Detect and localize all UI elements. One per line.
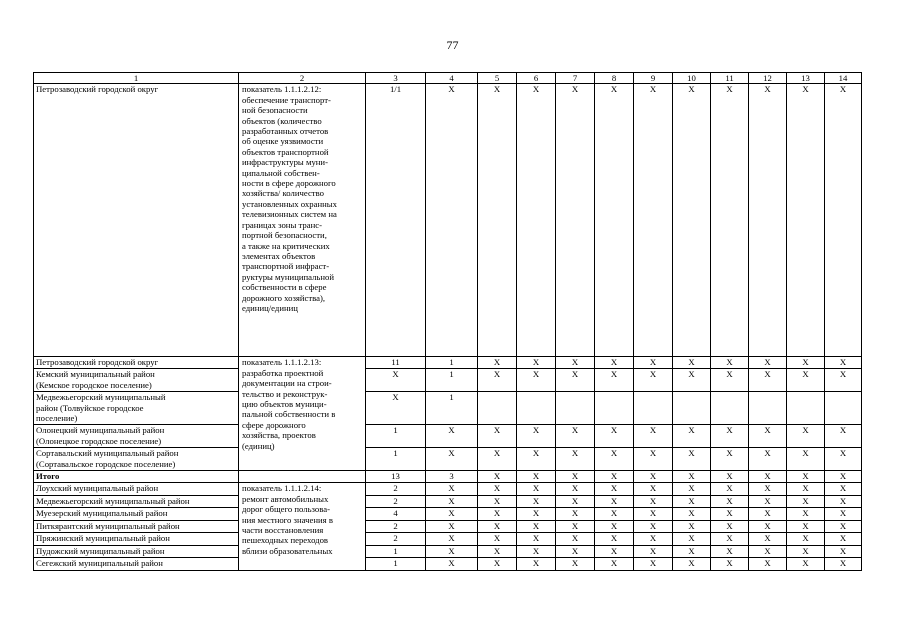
- table-row: [34, 558, 862, 571]
- value-cell: X: [634, 471, 673, 483]
- value-cell: X: [595, 520, 634, 533]
- name-line: Сортавальский муниципальный район: [36, 448, 179, 459]
- indicator-line: установленных охранных: [242, 198, 337, 209]
- value-cell: X: [517, 448, 556, 471]
- column-number: 13: [787, 73, 825, 84]
- value-cell: X: [749, 558, 787, 571]
- indicator-line: разработка проектной: [242, 367, 324, 378]
- municipality-name: [34, 392, 239, 425]
- name-line: Кемский муниципальный район: [36, 369, 155, 380]
- value-cell: 1: [426, 357, 478, 369]
- value-cell: X: [517, 84, 556, 357]
- value-cell: 1: [426, 369, 478, 392]
- value-cell: X: [825, 84, 862, 357]
- value-cell: X: [517, 520, 556, 533]
- municipality-name: Пудожский муниципальный район: [34, 545, 239, 558]
- value-cell: 1: [366, 425, 426, 448]
- value-cell: X: [517, 425, 556, 448]
- value-cell: X: [673, 545, 711, 558]
- indicator-line: дорог общего пользова-: [242, 504, 330, 515]
- value-cell: X: [634, 357, 673, 369]
- value-cell: X: [556, 471, 595, 483]
- value-cell: X: [478, 425, 517, 448]
- value-cell: 2: [366, 483, 426, 496]
- name-line: Олонецкий муниципальный район: [36, 425, 165, 436]
- table-row: [34, 495, 862, 508]
- municipality-name: Питкярантский муниципальный район: [34, 520, 239, 533]
- value-cell: X: [634, 558, 673, 571]
- indicator-line: разработанных отчетов: [242, 126, 329, 137]
- value-cell: [595, 392, 634, 425]
- indicator-line: единиц/единиц: [242, 302, 298, 313]
- value-cell: X: [825, 533, 862, 546]
- value-cell: X: [517, 533, 556, 546]
- column-number: 8: [595, 73, 634, 84]
- value-cell: X: [517, 369, 556, 392]
- name-line: поселение): [36, 413, 78, 424]
- value-cell: X: [556, 483, 595, 496]
- value-cell: X: [711, 471, 749, 483]
- value-cell: 13: [366, 471, 426, 483]
- name-line: район (Толвуйское городское: [36, 402, 144, 413]
- total-label: Итого: [34, 471, 239, 483]
- value-cell: X: [673, 533, 711, 546]
- value-cell: X: [749, 545, 787, 558]
- value-cell: X: [478, 448, 517, 471]
- name-line: (Кемское городское поселение): [36, 379, 152, 390]
- value-cell: X: [595, 357, 634, 369]
- value-cell: X: [711, 545, 749, 558]
- value-cell: X: [426, 425, 478, 448]
- value-cell: X: [634, 84, 673, 357]
- municipality-name: Лоухский муниципальный район: [34, 483, 239, 496]
- value-cell: X: [711, 448, 749, 471]
- value-cell: 2: [366, 520, 426, 533]
- value-cell: X: [749, 508, 787, 521]
- value-cell: X: [556, 508, 595, 521]
- value-cell: X: [749, 471, 787, 483]
- value-cell: X: [825, 471, 862, 483]
- value-cell: X: [556, 357, 595, 369]
- column-number: 1: [34, 73, 239, 84]
- table-row: [34, 392, 862, 425]
- indicator-line: ципальной собствен-: [242, 167, 320, 178]
- indicator-line: цию объектов муници-: [242, 399, 327, 410]
- table-row: [34, 357, 862, 369]
- value-cell: X: [595, 483, 634, 496]
- value-cell: X: [749, 483, 787, 496]
- value-cell: X: [595, 84, 634, 357]
- value-cell: X: [825, 545, 862, 558]
- indicator-line: дорожного хозяйства),: [242, 292, 326, 303]
- value-cell: X: [478, 508, 517, 521]
- value-cell: X: [426, 495, 478, 508]
- indicator-line: хозяйства, проектов: [242, 430, 316, 441]
- value-cell: X: [749, 357, 787, 369]
- value-cell: [825, 392, 862, 425]
- value-cell: X: [517, 471, 556, 483]
- indicator-line: элементах объектов: [242, 250, 316, 261]
- value-cell: X: [634, 425, 673, 448]
- value-cell: X: [517, 483, 556, 496]
- value-cell: X: [556, 448, 595, 471]
- value-cell: X: [478, 483, 517, 496]
- municipality-name: [34, 357, 239, 369]
- value-cell: X: [478, 495, 517, 508]
- value-cell: X: [595, 471, 634, 483]
- indicator-line: ности в сфере дорожного: [242, 178, 336, 189]
- value-cell: X: [787, 508, 825, 521]
- value-cell: [556, 392, 595, 425]
- name-line: Медвежьегорский муниципальный: [36, 392, 166, 403]
- value-cell: X: [825, 357, 862, 369]
- value-cell: [711, 392, 749, 425]
- value-cell: X: [478, 369, 517, 392]
- municipality-name: Медвежьегорский муниципальный район: [34, 495, 239, 508]
- value-cell: X: [634, 533, 673, 546]
- value-cell: X: [478, 545, 517, 558]
- indicator-line: части восстановления: [242, 525, 324, 536]
- indicator-line: пешеходных переходов: [242, 535, 329, 546]
- column-number: 7: [556, 73, 595, 84]
- value-cell: X: [673, 357, 711, 369]
- indicator-line: показатель 1.1.1.2.14:: [242, 483, 322, 494]
- indicator-line: а также на критических: [242, 240, 330, 251]
- name-line: (Олонецкое городское поселение): [36, 435, 162, 446]
- indicator-line: портной безопасности,: [242, 230, 327, 241]
- value-cell: X: [556, 425, 595, 448]
- value-cell: X: [749, 425, 787, 448]
- value-cell: 1/1: [366, 84, 426, 357]
- value-cell: X: [711, 84, 749, 357]
- value-cell: X: [556, 545, 595, 558]
- indicator-line: тельство и реконструк-: [242, 388, 328, 399]
- value-cell: X: [787, 357, 825, 369]
- indicator-line: руктуры муниципальной: [242, 271, 335, 282]
- value-cell: 2: [366, 533, 426, 546]
- table-row: [34, 508, 862, 521]
- value-cell: X: [366, 392, 426, 425]
- value-cell: X: [749, 495, 787, 508]
- value-cell: X: [749, 533, 787, 546]
- value-cell: X: [634, 483, 673, 496]
- column-number: 2: [239, 73, 366, 84]
- value-cell: X: [478, 357, 517, 369]
- value-cell: X: [825, 520, 862, 533]
- value-cell: X: [673, 471, 711, 483]
- value-cell: X: [426, 84, 478, 357]
- value-cell: X: [426, 483, 478, 496]
- indicator-line: объектов транспортной: [242, 146, 329, 157]
- column-number: 12: [749, 73, 787, 84]
- value-cell: X: [478, 84, 517, 357]
- table-row: [34, 84, 862, 357]
- value-cell: X: [595, 545, 634, 558]
- value-cell: [517, 392, 556, 425]
- value-cell: X: [517, 508, 556, 521]
- value-cell: [787, 392, 825, 425]
- value-cell: X: [825, 483, 862, 496]
- table-row: [34, 369, 862, 392]
- municipality-name: [34, 425, 239, 448]
- indicator-line: инфраструктуры муни-: [242, 157, 328, 168]
- value-cell: X: [595, 533, 634, 546]
- value-cell: X: [787, 448, 825, 471]
- value-cell: X: [673, 84, 711, 357]
- column-number: 9: [634, 73, 673, 84]
- column-number: 5: [478, 73, 517, 84]
- value-cell: 3: [426, 471, 478, 483]
- table-row: [34, 425, 862, 448]
- name-line: (Сортавальское городское поселение): [36, 458, 176, 469]
- indicator-line: границах зоны транс-: [242, 219, 322, 230]
- value-cell: X: [517, 357, 556, 369]
- indicator-line: ной безопасности: [242, 105, 308, 116]
- value-cell: X: [825, 495, 862, 508]
- value-cell: X: [825, 369, 862, 392]
- value-cell: X: [595, 369, 634, 392]
- value-cell: X: [787, 483, 825, 496]
- table-body: [34, 73, 862, 571]
- indicator-cell: [239, 483, 366, 571]
- value-cell: X: [673, 369, 711, 392]
- value-cell: X: [749, 448, 787, 471]
- column-number: 10: [673, 73, 711, 84]
- value-cell: X: [556, 533, 595, 546]
- value-cell: 1: [366, 545, 426, 558]
- table-row: [34, 545, 862, 558]
- indicator-line: вблизи образовательных: [242, 545, 333, 556]
- value-cell: X: [711, 508, 749, 521]
- value-cell: X: [634, 448, 673, 471]
- value-cell: X: [517, 558, 556, 571]
- value-cell: X: [787, 558, 825, 571]
- value-cell: X: [787, 471, 825, 483]
- total-row: [34, 471, 862, 483]
- value-cell: X: [556, 369, 595, 392]
- municipality-name: Петрозаводский городской округ: [34, 84, 239, 357]
- value-cell: X: [673, 520, 711, 533]
- column-number: 11: [711, 73, 749, 84]
- value-cell: X: [673, 425, 711, 448]
- municipality-name: Муезерский муниципальный район: [34, 508, 239, 521]
- indicator-line: транспортной инфраст-: [242, 261, 330, 272]
- indicator-line: собственности в сфере: [242, 282, 327, 293]
- indicator-line: документации на строи-: [242, 378, 332, 389]
- value-cell: X: [556, 520, 595, 533]
- value-cell: X: [517, 495, 556, 508]
- value-cell: 1: [366, 558, 426, 571]
- value-cell: X: [673, 495, 711, 508]
- municipality-name: [34, 369, 239, 392]
- column-number: 6: [517, 73, 556, 84]
- indicator-line: объектов (количество: [242, 115, 322, 126]
- value-cell: X: [595, 558, 634, 571]
- data-table: [33, 72, 862, 571]
- indicator-line: (единиц): [242, 440, 275, 451]
- value-cell: X: [749, 84, 787, 357]
- indicator-cell: [239, 84, 366, 357]
- value-cell: 1: [426, 392, 478, 425]
- indicator-line: сфере дорожного: [242, 419, 306, 430]
- value-cell: X: [787, 533, 825, 546]
- column-number: 14: [825, 73, 862, 84]
- page-number: 77: [446, 38, 459, 52]
- value-cell: X: [673, 508, 711, 521]
- value-cell: X: [787, 369, 825, 392]
- indicator-line: обеспечение транспорт-: [242, 94, 331, 105]
- value-cell: X: [366, 369, 426, 392]
- column-number: 4: [426, 73, 478, 84]
- value-cell: X: [634, 520, 673, 533]
- value-cell: X: [787, 425, 825, 448]
- column-number-row: [34, 73, 862, 84]
- value-cell: X: [478, 471, 517, 483]
- value-cell: [749, 392, 787, 425]
- value-cell: X: [556, 495, 595, 508]
- value-cell: X: [426, 520, 478, 533]
- municipality-name: Сегежский муниципальный район: [34, 558, 239, 571]
- value-cell: X: [673, 448, 711, 471]
- value-cell: X: [517, 545, 556, 558]
- value-cell: X: [825, 558, 862, 571]
- value-cell: X: [556, 84, 595, 357]
- value-cell: X: [634, 369, 673, 392]
- indicator-line: показатель 1.1.1.2.12:: [242, 84, 322, 95]
- indicator-line: показатель 1.1.1.2.13:: [242, 357, 322, 368]
- table-row: [34, 483, 862, 496]
- value-cell: X: [711, 483, 749, 496]
- value-cell: X: [426, 508, 478, 521]
- value-cell: X: [825, 448, 862, 471]
- indicator-line: пальной собственности в: [242, 409, 336, 420]
- value-cell: X: [711, 369, 749, 392]
- value-cell: X: [426, 448, 478, 471]
- value-cell: X: [556, 558, 595, 571]
- value-cell: X: [478, 520, 517, 533]
- value-cell: 4: [366, 508, 426, 521]
- value-cell: X: [787, 495, 825, 508]
- municipality-name: Пряжинский муниципальный район: [34, 533, 239, 546]
- value-cell: 2: [366, 495, 426, 508]
- value-cell: [634, 392, 673, 425]
- value-cell: [478, 392, 517, 425]
- value-cell: X: [711, 357, 749, 369]
- value-cell: 11: [366, 357, 426, 369]
- value-cell: X: [711, 533, 749, 546]
- value-cell: X: [426, 558, 478, 571]
- table-row: [34, 533, 862, 546]
- value-cell: X: [595, 448, 634, 471]
- table-row: [34, 448, 862, 471]
- value-cell: X: [787, 84, 825, 357]
- indicator-cell: [239, 357, 366, 471]
- indicator-line: хозяйства/ количество: [242, 188, 324, 199]
- column-number: 3: [366, 73, 426, 84]
- value-cell: X: [426, 533, 478, 546]
- value-cell: X: [711, 520, 749, 533]
- value-cell: X: [634, 508, 673, 521]
- value-cell: X: [711, 558, 749, 571]
- value-cell: X: [711, 495, 749, 508]
- empty-cell: [239, 471, 366, 483]
- indicator-line: об оценке уязвимости: [242, 136, 324, 147]
- value-cell: X: [478, 558, 517, 571]
- table-row: [34, 520, 862, 533]
- value-cell: X: [825, 508, 862, 521]
- municipality-name: [34, 448, 239, 471]
- value-cell: X: [787, 545, 825, 558]
- value-cell: X: [673, 483, 711, 496]
- value-cell: X: [711, 425, 749, 448]
- value-cell: X: [749, 520, 787, 533]
- indicator-line: ремонт автомобильных: [242, 493, 329, 504]
- value-cell: X: [825, 425, 862, 448]
- name-line: Петрозаводский городской округ: [36, 357, 159, 368]
- value-cell: [673, 392, 711, 425]
- value-cell: X: [426, 545, 478, 558]
- value-cell: X: [595, 508, 634, 521]
- value-cell: X: [478, 533, 517, 546]
- value-cell: 1: [366, 448, 426, 471]
- value-cell: X: [634, 495, 673, 508]
- value-cell: X: [787, 520, 825, 533]
- value-cell: X: [673, 558, 711, 571]
- indicator-line: ния местного значения в: [242, 514, 333, 525]
- value-cell: X: [634, 545, 673, 558]
- value-cell: X: [749, 369, 787, 392]
- value-cell: X: [595, 425, 634, 448]
- value-cell: X: [595, 495, 634, 508]
- indicator-line: телевизионных систем на: [242, 209, 337, 220]
